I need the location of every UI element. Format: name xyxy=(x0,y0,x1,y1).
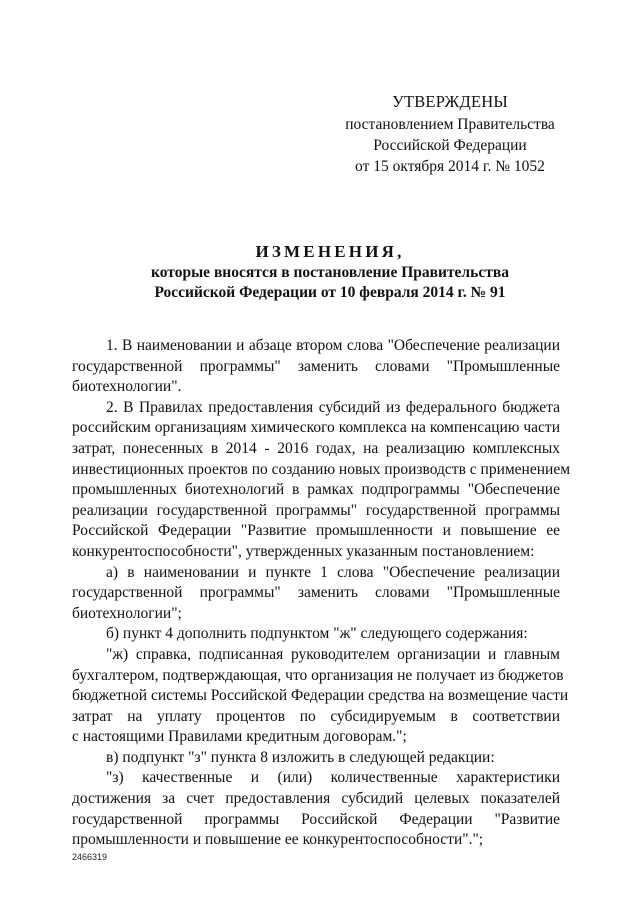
body-line: в) подпункт "з" пункта 8 изложить в следующей редакции: xyxy=(106,748,495,766)
approval-stamp xyxy=(340,91,560,177)
body-line: государственной программы Российской Федерации "Развитие xyxy=(72,810,560,828)
body-line: бухгалтером, подтверждающая, что организация не получает из бюджетов xyxy=(72,666,564,684)
document-title xyxy=(60,241,600,303)
body-line: достижения за счет предоставления субсидий целевых показателей xyxy=(72,790,560,808)
approval-line-2: Российской Федерации xyxy=(373,137,527,154)
body-line: бюджетной системы Российской Федерации средства на возмещение части xyxy=(72,687,569,705)
body-line: российским организациям химического комплекса на компенсацию части xyxy=(72,419,560,437)
body-line: инвестиционных проектов по созданию новых производств с применением xyxy=(72,460,571,478)
body-line: затрат, понесенных в 2014 - 2016 годах, на реализацию комплексных xyxy=(72,439,560,457)
title-subtitle-2: Российской Федерации от 10 февраля 2014 г. № 91 xyxy=(154,284,506,301)
body-line: 2. В Правилах предоставления субсидий из федерального бюджета xyxy=(106,398,560,416)
body-line: 1. В наименовании и абзаце втором слова "Обеспечение реализации xyxy=(106,337,560,354)
body-line: биотехнологии"; xyxy=(72,604,182,622)
title-main: ИЗМЕНЕНИЯ, xyxy=(255,242,405,261)
body-line: "з) качественные и (или) количественные характеристики xyxy=(106,769,560,787)
title-subtitle-1: которые вносятся в постановление Правительства xyxy=(151,264,509,281)
approval-line-1: постановлением Правительства xyxy=(345,116,555,133)
approval-heading: УТВЕРЖДЕНЫ xyxy=(392,92,508,111)
body-line: государственной программы" заменить словами "Промышленные xyxy=(72,357,560,375)
body-line: "ж) справка, подписанная руководителем организации и главным xyxy=(106,645,560,663)
document-body xyxy=(72,336,571,851)
body-line: затрат на уплату процентов по субсидируемым в соответствии xyxy=(72,707,560,725)
body-line: промышленных биотехнологий в рамках подпрограммы "Обеспечение xyxy=(72,481,560,499)
body-line: а) в наименовании и пункте 1 слова "Обеспечение реализации xyxy=(106,563,560,581)
body-line: промышленности и повышение ее конкурентоспособности"."; xyxy=(72,831,484,849)
body-line: с настоящими Правилами кредитным договорам."; xyxy=(72,728,407,746)
document-id-number: 2466319 xyxy=(72,852,108,862)
body-line: биотехнологии". xyxy=(72,378,182,396)
body-line: б) пункт 4 дополнить подпунктом "ж" следующего содержания: xyxy=(106,625,528,643)
body-line: Российской Федерации "Развитие промышленности и повышение ее xyxy=(72,522,560,540)
approval-line-3: от 15 октября 2014 г. № 1052 xyxy=(355,158,545,175)
body-line: конкурентоспособности", утвержденных указанным постановлением: xyxy=(72,542,535,560)
body-line: государственной программы" заменить словами "Промышленные xyxy=(72,584,560,602)
body-line: реализации государственной программы" государственной программы xyxy=(72,501,560,519)
